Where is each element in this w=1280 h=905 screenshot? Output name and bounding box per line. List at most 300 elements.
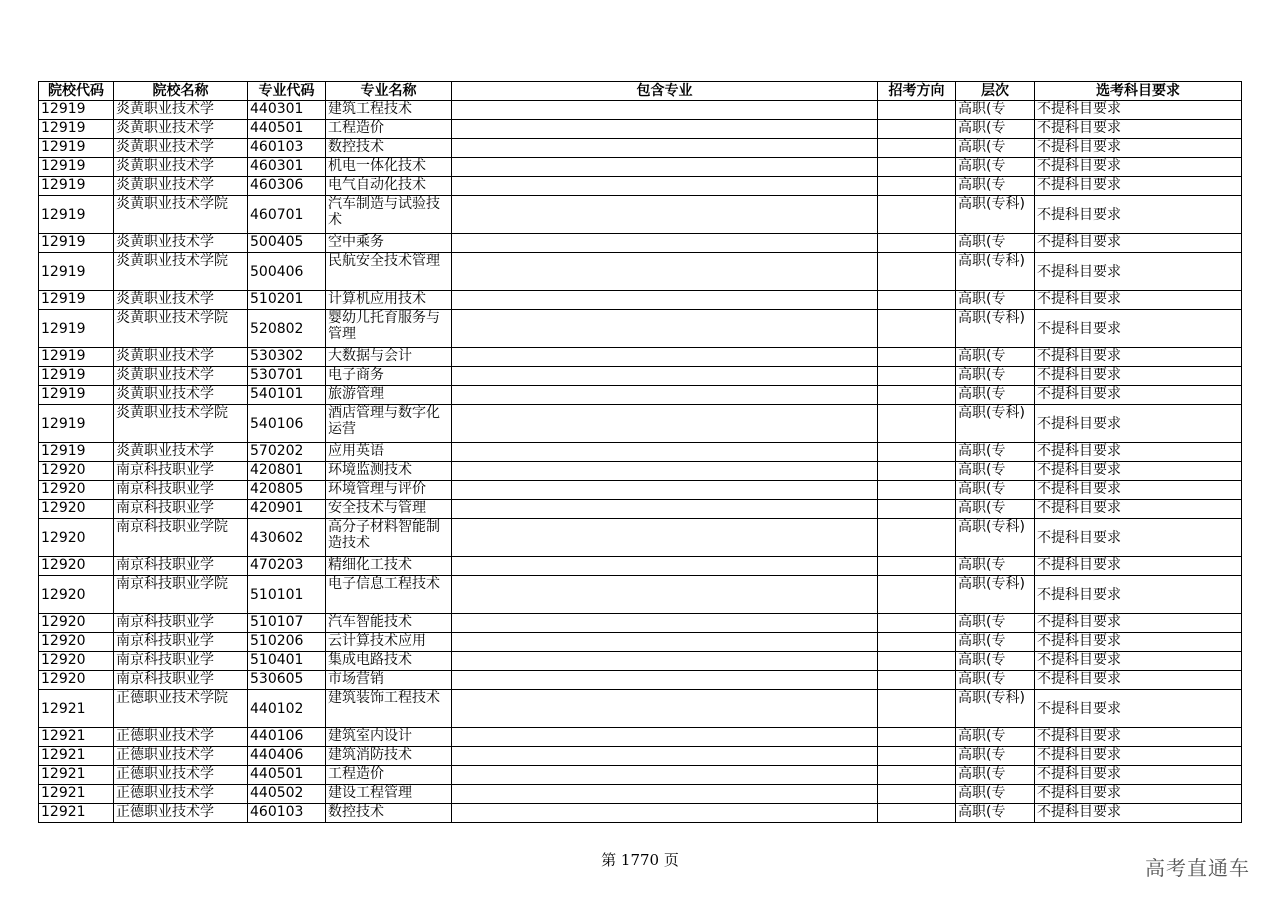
cell-subject-requirement-text: 不提科目要求 <box>1037 481 1121 497</box>
cell-direction <box>878 785 956 804</box>
cell-direction <box>878 177 956 196</box>
cell-major-name-text: 环境管理与评价 <box>328 481 426 497</box>
cell-level: 高职(专科) <box>956 405 1035 443</box>
cell-school-name <box>114 120 248 139</box>
cell-included-majors-text <box>454 652 875 670</box>
cell-major-name <box>326 652 452 671</box>
cell-major-name-text: 建筑工程技术 <box>328 101 412 117</box>
cell-included-majors-text <box>454 557 875 575</box>
cell-included-majors-text <box>454 367 875 385</box>
cell-included-majors <box>452 728 878 747</box>
cell-school-code <box>39 652 114 671</box>
cell-major-code-text: 460306 <box>250 177 304 193</box>
cell-school-name-text: 炎黄职业技术学 <box>116 443 214 459</box>
cell-direction <box>878 481 956 500</box>
cell-subject-requirement <box>1035 614 1242 633</box>
cell-included-majors-text <box>454 785 875 803</box>
header-school-name: 院校名称 <box>114 82 248 101</box>
table-row <box>39 576 1242 614</box>
table-row <box>39 500 1242 519</box>
cell-major-code-text: 460103 <box>250 804 304 820</box>
cell-school-name <box>114 500 248 519</box>
cell-school-name <box>114 291 248 310</box>
cell-level: 高职(专科) <box>956 690 1035 728</box>
cell-school-code-text: 12919 <box>41 177 86 193</box>
cell-level <box>956 500 1035 519</box>
header-included-majors: 包含专业 <box>452 82 878 101</box>
cell-school-name-text: 炎黄职业技术学 <box>116 139 214 155</box>
cell-school-name: 炎黄职业技术学院 <box>114 310 248 348</box>
cell-direction <box>878 120 956 139</box>
cell-school-name-text: 正德职业技术学 <box>116 766 214 782</box>
cell-school-code-text: 12921 <box>41 785 86 801</box>
cell-level-text: 高职(专 <box>958 500 1006 516</box>
cell-major-code <box>248 557 326 576</box>
cell-major-name-text: 空中乘务 <box>328 234 384 250</box>
cell-direction-text <box>880 120 953 138</box>
cell-included-majors <box>452 234 878 253</box>
cell-school-name <box>114 462 248 481</box>
cell-subject-requirement <box>1035 443 1242 462</box>
cell-school-code-text: 12919 <box>41 158 86 174</box>
cell-school-code-text: 12919 <box>41 101 86 117</box>
cell-direction-text <box>880 291 953 309</box>
cell-major-code <box>248 614 326 633</box>
cell-major-code <box>248 481 326 500</box>
cell-major-name-text: 云计算技术应用 <box>328 633 426 649</box>
cell-school-code-text: 12919 <box>41 348 86 364</box>
cell-level-text: 高职(专 <box>958 785 1006 801</box>
cell-included-majors-text <box>454 348 875 366</box>
cell-subject-requirement-text: 不提科目要求 <box>1037 614 1121 630</box>
cell-subject-requirement-text: 不提科目要求 <box>1037 671 1121 687</box>
table-row <box>39 462 1242 481</box>
cell-direction-text <box>880 348 953 366</box>
table-row <box>39 481 1242 500</box>
cell-major-code <box>248 120 326 139</box>
cell-major-code: 510101 <box>248 576 326 614</box>
cell-included-majors <box>452 671 878 690</box>
table-row <box>39 291 1242 310</box>
cell-included-majors-text <box>454 291 875 309</box>
cell-direction-text <box>880 728 953 746</box>
cell-major-name-text: 计算机应用技术 <box>328 291 426 307</box>
cell-level: 高职(专科) <box>956 576 1035 614</box>
cell-major-name-text: 电气自动化技术 <box>328 177 426 193</box>
cell-major-name <box>326 671 452 690</box>
cell-direction <box>878 158 956 177</box>
cell-direction <box>878 633 956 652</box>
header-level: 层次 <box>956 82 1035 101</box>
cell-school-code <box>39 633 114 652</box>
cell-major-code <box>248 633 326 652</box>
cell-school-name <box>114 158 248 177</box>
cell-school-name <box>114 139 248 158</box>
cell-subject-requirement-text: 不提科目要求 <box>1037 462 1121 478</box>
cell-major-code-text: 440502 <box>250 785 304 801</box>
table-row <box>39 177 1242 196</box>
cell-direction <box>878 614 956 633</box>
cell-major-code <box>248 348 326 367</box>
cell-major-name <box>326 766 452 785</box>
cell-major-code <box>248 101 326 120</box>
cell-level <box>956 462 1035 481</box>
cell-direction <box>878 671 956 690</box>
cell-included-majors <box>452 557 878 576</box>
admissions-table <box>38 81 1242 823</box>
cell-included-majors <box>452 633 878 652</box>
cell-major-code: 500406 <box>248 253 326 291</box>
table-row <box>39 671 1242 690</box>
cell-included-majors-text <box>454 462 875 480</box>
cell-major-code <box>248 785 326 804</box>
table-row <box>39 633 1242 652</box>
cell-major-name-text: 市场营销 <box>328 671 384 687</box>
cell-school-code <box>39 367 114 386</box>
cell-subject-requirement-text: 不提科目要求 <box>1037 120 1121 136</box>
cell-school-code <box>39 557 114 576</box>
cell-school-code-text: 12921 <box>41 766 86 782</box>
cell-direction <box>878 500 956 519</box>
cell-direction <box>878 443 956 462</box>
cell-direction-text <box>880 481 953 499</box>
cell-direction <box>878 576 956 614</box>
cell-level: 高职(专科) <box>956 310 1035 348</box>
cell-subject-requirement <box>1035 120 1242 139</box>
cell-included-majors <box>452 652 878 671</box>
cell-school-name <box>114 443 248 462</box>
cell-school-code <box>39 348 114 367</box>
cell-major-name-text: 工程造价 <box>328 120 384 136</box>
cell-school-name-text: 南京科技职业学 <box>116 633 214 649</box>
cell-major-name: 酒店管理与数字化运营 <box>326 405 452 443</box>
cell-level-text: 高职(专 <box>958 120 1006 136</box>
cell-school-name <box>114 481 248 500</box>
cell-included-majors <box>452 690 878 728</box>
cell-subject-requirement-text: 不提科目要求 <box>1037 557 1121 573</box>
cell-major-name-text: 大数据与会计 <box>328 348 412 364</box>
cell-subject-requirement <box>1035 481 1242 500</box>
cell-included-majors <box>452 196 878 234</box>
cell-major-code <box>248 234 326 253</box>
cell-subject-requirement <box>1035 500 1242 519</box>
cell-major-name <box>326 158 452 177</box>
cell-level-text: 高职(专 <box>958 614 1006 630</box>
cell-major-code-text: 530701 <box>250 367 304 383</box>
cell-major-name <box>326 101 452 120</box>
cell-subject-requirement <box>1035 804 1242 823</box>
cell-level-text: 高职(专 <box>958 177 1006 193</box>
cell-major-name-text: 精细化工技术 <box>328 557 412 573</box>
cell-school-name <box>114 652 248 671</box>
cell-major-code <box>248 443 326 462</box>
cell-included-majors-text <box>454 177 875 195</box>
cell-subject-requirement <box>1035 234 1242 253</box>
cell-direction-text <box>880 614 953 632</box>
cell-direction-text <box>880 443 953 461</box>
cell-direction-text <box>880 139 953 157</box>
cell-subject-requirement <box>1035 348 1242 367</box>
table-row <box>39 728 1242 747</box>
cell-direction <box>878 652 956 671</box>
cell-level: 高职(专科) <box>956 253 1035 291</box>
cell-direction <box>878 462 956 481</box>
table-header-row <box>39 82 1242 101</box>
cell-school-code-text: 12920 <box>41 671 86 687</box>
cell-direction-text <box>880 557 953 575</box>
cell-major-code: 430602 <box>248 519 326 557</box>
cell-level-text: 高职(专 <box>958 443 1006 459</box>
cell-major-name-text: 汽车智能技术 <box>328 614 412 630</box>
cell-included-majors-text <box>454 120 875 138</box>
cell-subject-requirement <box>1035 728 1242 747</box>
cell-subject-requirement: 不提科目要求 <box>1035 196 1242 234</box>
cell-included-majors <box>452 120 878 139</box>
cell-school-code-text: 12919 <box>41 139 86 155</box>
cell-direction <box>878 386 956 405</box>
cell-level <box>956 367 1035 386</box>
cell-included-majors <box>452 766 878 785</box>
cell-major-name-text: 旅游管理 <box>328 386 384 402</box>
cell-subject-requirement-text: 不提科目要求 <box>1037 500 1121 516</box>
cell-included-majors <box>452 177 878 196</box>
cell-included-majors <box>452 519 878 557</box>
cell-subject-requirement: 不提科目要求 <box>1035 690 1242 728</box>
cell-subject-requirement-text: 不提科目要求 <box>1037 652 1121 668</box>
cell-level <box>956 443 1035 462</box>
cell-major-code <box>248 500 326 519</box>
cell-school-name-text: 炎黄职业技术学 <box>116 177 214 193</box>
cell-direction-text <box>880 633 953 651</box>
cell-level-text: 高职(专 <box>958 652 1006 668</box>
cell-subject-requirement-text: 不提科目要求 <box>1037 139 1121 155</box>
cell-direction <box>878 253 956 291</box>
cell-school-code-text: 12919 <box>41 234 86 250</box>
cell-direction-text <box>880 462 953 480</box>
cell-school-name-text: 南京科技职业学 <box>116 614 214 630</box>
cell-level <box>956 728 1035 747</box>
cell-included-majors <box>452 785 878 804</box>
cell-included-majors-text <box>454 766 875 784</box>
cell-level-text: 高职(专 <box>958 462 1006 478</box>
cell-level-text: 高职(专 <box>958 804 1006 820</box>
cell-subject-requirement <box>1035 671 1242 690</box>
cell-level-text: 高职(专 <box>958 367 1006 383</box>
cell-included-majors-text <box>454 614 875 632</box>
cell-school-name-text: 正德职业技术学 <box>116 804 214 820</box>
table-row <box>39 234 1242 253</box>
cell-major-code <box>248 766 326 785</box>
cell-included-majors <box>452 500 878 519</box>
cell-school-name <box>114 101 248 120</box>
cell-major-code-text: 510201 <box>250 291 304 307</box>
cell-major-name-text: 电子商务 <box>328 367 384 383</box>
cell-school-name <box>114 367 248 386</box>
cell-school-code <box>39 671 114 690</box>
cell-level <box>956 177 1035 196</box>
cell-level-text: 高职(专 <box>958 557 1006 573</box>
cell-major-code-text: 530605 <box>250 671 304 687</box>
cell-included-majors-text <box>454 747 875 765</box>
cell-included-majors-text <box>454 386 875 404</box>
watermark-text: 高考直通车 <box>1145 856 1250 880</box>
cell-major-code-text: 420801 <box>250 462 304 478</box>
cell-school-code-text: 12921 <box>41 747 86 763</box>
cell-major-name-text: 数控技术 <box>328 139 384 155</box>
cell-level <box>956 804 1035 823</box>
cell-level <box>956 158 1035 177</box>
cell-subject-requirement: 不提科目要求 <box>1035 405 1242 443</box>
cell-school-code: 12919 <box>39 196 114 234</box>
cell-included-majors <box>452 462 878 481</box>
cell-direction <box>878 405 956 443</box>
cell-major-code <box>248 139 326 158</box>
table-row <box>39 158 1242 177</box>
cell-school-name-text: 南京科技职业学 <box>116 500 214 516</box>
table-row <box>39 519 1242 557</box>
cell-school-name-text: 南京科技职业学 <box>116 671 214 687</box>
cell-school-code-text: 12921 <box>41 804 86 820</box>
cell-school-name-text: 南京科技职业学 <box>116 652 214 668</box>
cell-school-name: 正德职业技术学院 <box>114 690 248 728</box>
cell-major-code-text: 420901 <box>250 500 304 516</box>
header-direction: 招考方向 <box>878 82 956 101</box>
cell-major-name <box>326 367 452 386</box>
cell-school-code <box>39 500 114 519</box>
cell-level-text: 高职(专 <box>958 139 1006 155</box>
cell-major-code <box>248 386 326 405</box>
cell-major-code-text: 470203 <box>250 557 304 573</box>
cell-school-name <box>114 671 248 690</box>
cell-subject-requirement-text: 不提科目要求 <box>1037 443 1121 459</box>
cell-school-code: 12919 <box>39 253 114 291</box>
cell-school-code-text: 12920 <box>41 462 86 478</box>
cell-major-code-text: 440301 <box>250 101 304 117</box>
cell-included-majors-text <box>454 481 875 499</box>
cell-direction-text <box>880 177 953 195</box>
cell-major-code-text: 460301 <box>250 158 304 174</box>
cell-major-code-text: 510206 <box>250 633 304 649</box>
cell-included-majors <box>452 576 878 614</box>
cell-major-name <box>326 443 452 462</box>
cell-major-name <box>326 500 452 519</box>
cell-level <box>956 386 1035 405</box>
cell-school-name-text: 炎黄职业技术学 <box>116 348 214 364</box>
cell-subject-requirement <box>1035 139 1242 158</box>
cell-included-majors <box>452 747 878 766</box>
cell-subject-requirement <box>1035 291 1242 310</box>
cell-school-code-text: 12919 <box>41 120 86 136</box>
cell-major-name: 电子信息工程技术 <box>326 576 452 614</box>
cell-major-code <box>248 291 326 310</box>
cell-included-majors-text <box>454 500 875 518</box>
cell-major-code-text: 460103 <box>250 139 304 155</box>
cell-major-name <box>326 614 452 633</box>
cell-level <box>956 481 1035 500</box>
cell-subject-requirement-text: 不提科目要求 <box>1037 633 1121 649</box>
table-row <box>39 405 1242 443</box>
cell-level <box>956 234 1035 253</box>
cell-level <box>956 614 1035 633</box>
cell-major-name: 高分子材料智能制造技术 <box>326 519 452 557</box>
cell-school-code: 12919 <box>39 310 114 348</box>
cell-school-name-text: 炎黄职业技术学 <box>116 291 214 307</box>
cell-school-name-text: 正德职业技术学 <box>116 785 214 801</box>
table-row <box>39 120 1242 139</box>
cell-included-majors-text <box>454 728 875 746</box>
cell-major-name: 民航安全技术管理 <box>326 253 452 291</box>
table-row <box>39 747 1242 766</box>
cell-school-code: 12921 <box>39 690 114 728</box>
cell-major-name <box>326 120 452 139</box>
cell-major-name <box>326 728 452 747</box>
cell-subject-requirement-text: 不提科目要求 <box>1037 177 1121 193</box>
cell-school-code-text: 12920 <box>41 633 86 649</box>
cell-major-name-text: 应用英语 <box>328 443 384 459</box>
cell-included-majors <box>452 804 878 823</box>
cell-level-text: 高职(专 <box>958 234 1006 250</box>
cell-direction-text <box>880 652 953 670</box>
cell-major-code-text: 540101 <box>250 386 304 402</box>
cell-subject-requirement: 不提科目要求 <box>1035 519 1242 557</box>
cell-major-code-text: 510107 <box>250 614 304 630</box>
cell-school-name <box>114 766 248 785</box>
cell-school-code-text: 12919 <box>41 291 86 307</box>
cell-included-majors <box>452 614 878 633</box>
cell-school-code <box>39 804 114 823</box>
cell-direction-text <box>880 234 953 252</box>
cell-school-code <box>39 101 114 120</box>
cell-level-text: 高职(专 <box>958 481 1006 497</box>
cell-direction <box>878 348 956 367</box>
cell-school-code-text: 12920 <box>41 652 86 668</box>
cell-school-name <box>114 633 248 652</box>
cell-subject-requirement <box>1035 747 1242 766</box>
cell-school-code <box>39 291 114 310</box>
cell-school-name-text: 正德职业技术学 <box>116 728 214 744</box>
cell-subject-requirement <box>1035 158 1242 177</box>
cell-direction <box>878 291 956 310</box>
cell-major-code <box>248 177 326 196</box>
cell-school-code-text: 12920 <box>41 500 86 516</box>
cell-direction <box>878 519 956 557</box>
cell-school-code <box>39 747 114 766</box>
cell-major-code <box>248 747 326 766</box>
cell-included-majors <box>452 405 878 443</box>
cell-major-name <box>326 633 452 652</box>
cell-major-name <box>326 462 452 481</box>
cell-level-text: 高职(专 <box>958 158 1006 174</box>
cell-included-majors <box>452 310 878 348</box>
cell-major-code-text: 500405 <box>250 234 304 250</box>
cell-direction <box>878 310 956 348</box>
cell-direction-text <box>880 101 953 119</box>
cell-major-name <box>326 291 452 310</box>
cell-direction-text <box>880 500 953 518</box>
cell-direction <box>878 766 956 785</box>
cell-included-majors-text <box>454 804 875 822</box>
cell-direction-text <box>880 386 953 404</box>
table-row <box>39 367 1242 386</box>
cell-school-code-text: 12919 <box>41 367 86 383</box>
cell-direction <box>878 196 956 234</box>
cell-school-code: 12919 <box>39 405 114 443</box>
cell-school-name: 炎黄职业技术学院 <box>114 405 248 443</box>
cell-major-code: 440102 <box>248 690 326 728</box>
cell-level <box>956 139 1035 158</box>
cell-level-text: 高职(专 <box>958 747 1006 763</box>
cell-major-name <box>326 386 452 405</box>
